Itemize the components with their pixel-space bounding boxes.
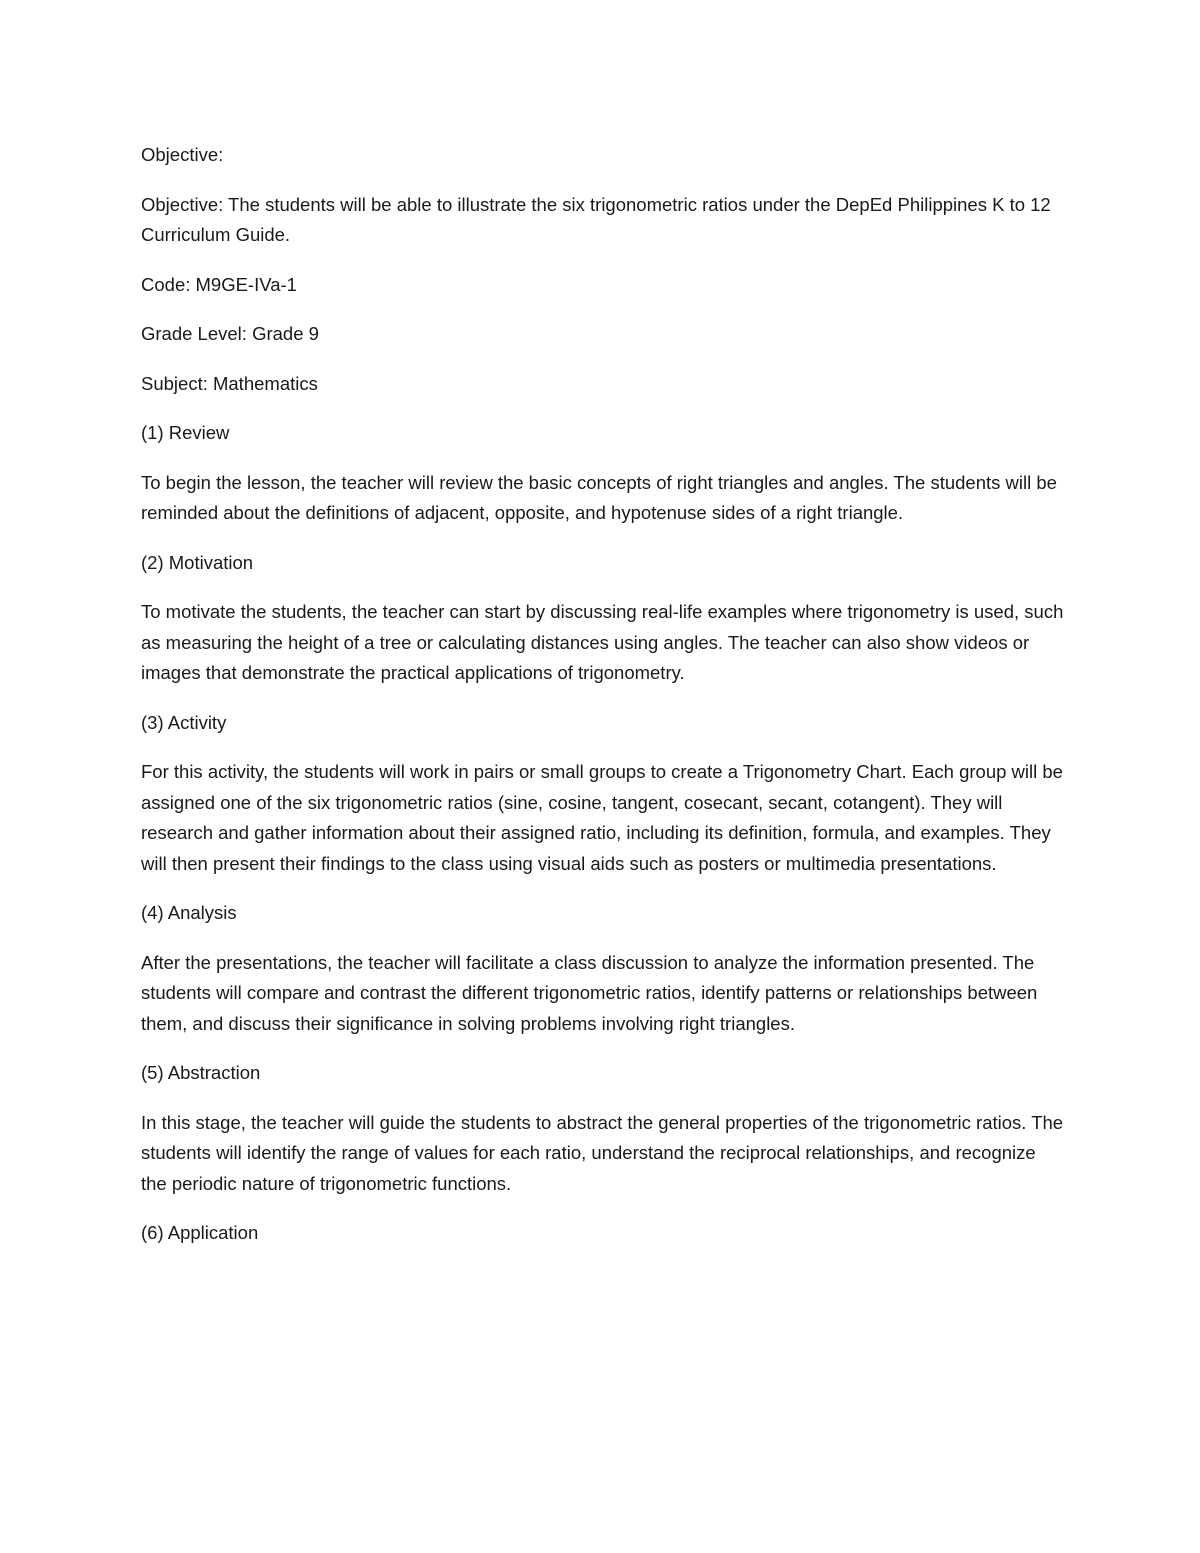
section-heading-analysis: (4) Analysis [141,902,237,923]
objective-statement: Objective: The students will be able to illustrate the six trigonometric ratios under the DepEd Philippines K to 12 Curriculum Guide. [141,193,1051,245]
analysis-paragraph: After the presentations, the teacher will facilitate a class discussion to analyze the information presented. The students will compare and contrast the different trigonometric ratios, identify patterns or relationships between them, and discuss their significance in solving problems involving right triangles. [141,951,1038,1034]
grade-level-line: Grade Level: Grade 9 [141,323,319,344]
abstraction-paragraph: In this stage, the teacher will guide the students to abstract the general properties of the trigonometric ratios. The students will identify the range of values for each ratio, understand the reciprocal relationships, and recognize the periodic nature of trigonometric functions. [141,1111,1064,1194]
section-heading-application: (6) Application [141,1222,259,1243]
subject-line: Subject: Mathematics [141,372,318,394]
section-heading-activity: (3) Activity [141,711,227,733]
motivation-paragraph: To motivate the students, the teacher can start by discussing real-life examples where trigonometry is used, such as measuring the height of a tree or calculating distances using angles. The teacher can also show videos or images that demonstrate the practical applications of trigonometry. [141,601,1064,683]
code-line: Code: M9GE-IVa-1 [141,273,297,295]
objective-heading: Objective: [141,144,224,165]
section-heading-review: (1) Review [141,422,230,443]
review-paragraph: To begin the lesson, the teacher will review the basic concepts of right triangles and angles. The students will be reminded about the definitions of adjacent, opposite, and hypotenuse sides of a right triangle. [141,471,1057,523]
document-body [141,140,1066,1268]
section-heading-abstraction: (5) Abstraction [141,1062,261,1083]
activity-paragraph: For this activity, the students will work in pairs or small groups to create a Trigonometry Chart. Each group will be assigned one of the six trigonometric ratios (sine, cosine, tangent, cosecant, secant, cotangent). They will research and gather information about their assigned ratio, including its definition, formula, and examples. They will then present their findings to the class using visual aids such as posters or multimedia presentations. [141,761,1063,874]
section-heading-motivation: (2) Motivation [141,551,254,573]
